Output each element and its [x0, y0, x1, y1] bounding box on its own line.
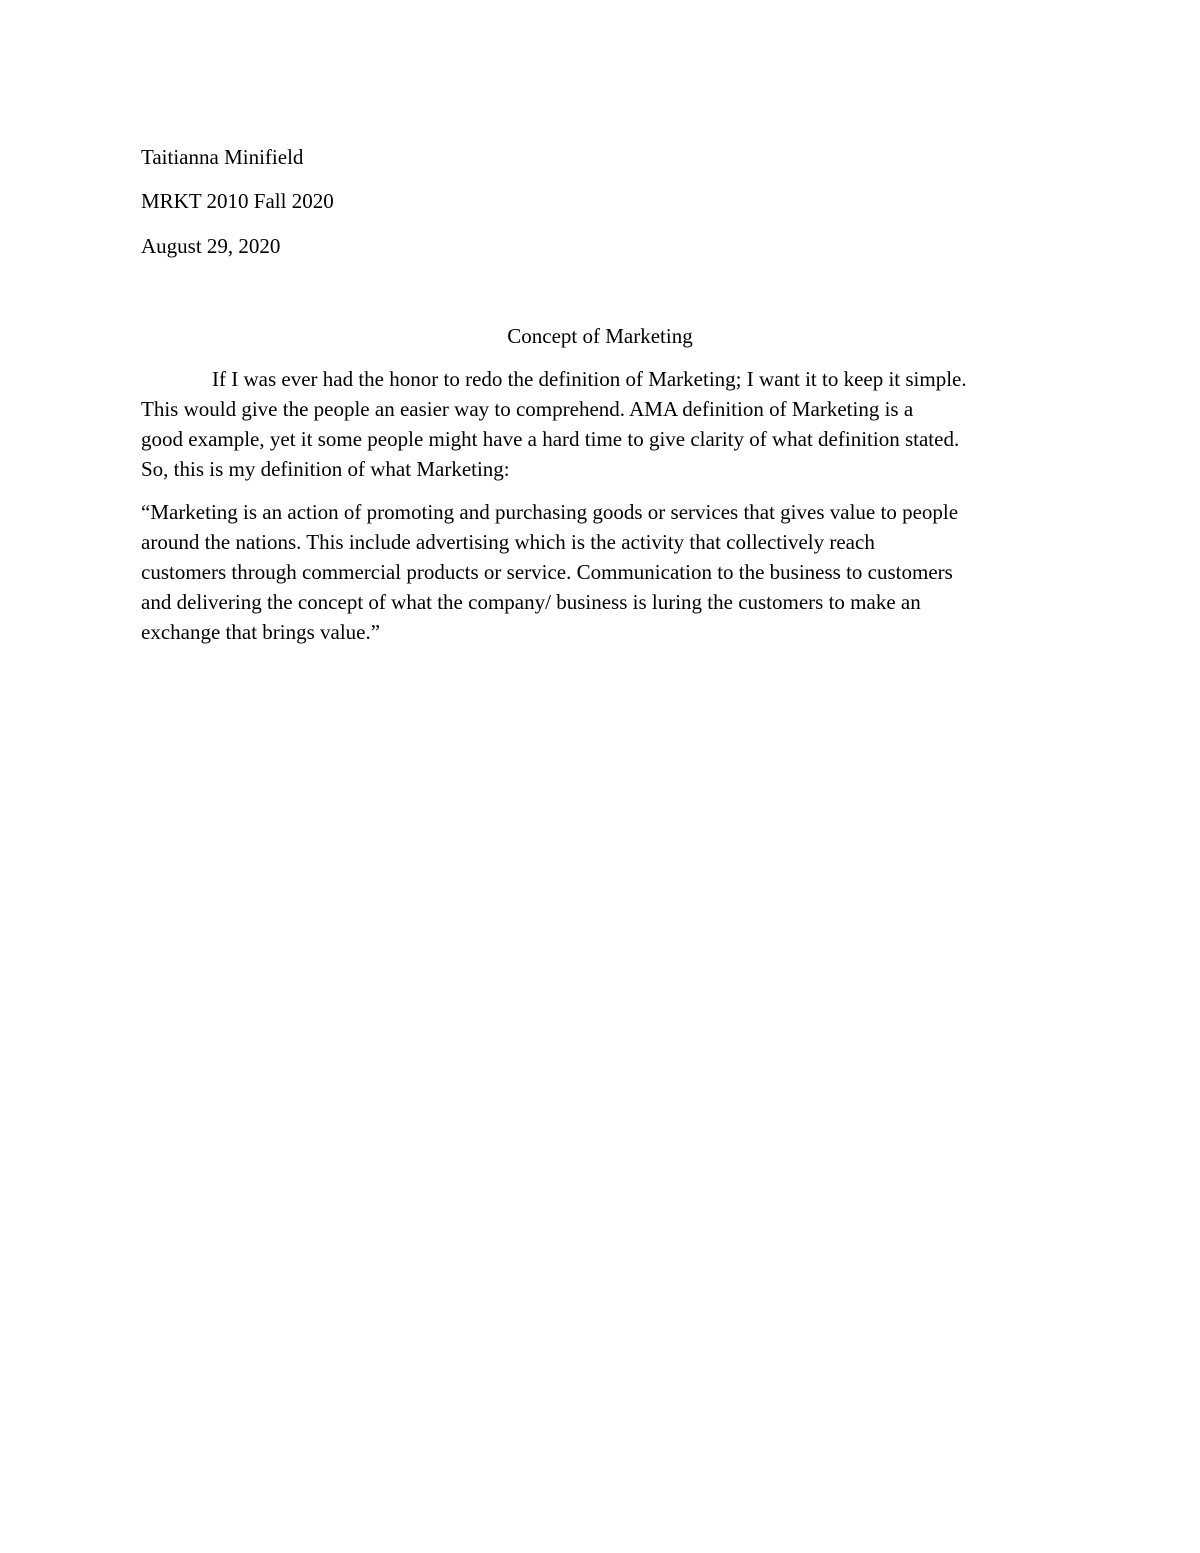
author-name: Taitianna Minifield [141, 145, 304, 169]
paragraph-line: “Marketing is an action of promoting and purchasing goods or services that gives value to people [141, 500, 959, 524]
paragraph-line: around the nations. This include advertising which is the activity that collectively reach [141, 530, 875, 554]
paragraph-line: and delivering the concept of what the company/ business is luring the customers to make an [141, 590, 921, 614]
document-title: Concept of Marketing [507, 324, 693, 348]
paragraph-line: This would give the people an easier way to comprehend. AMA definition of Marketing is a [141, 397, 914, 421]
course-name: MRKT 2010 Fall 2020 [141, 189, 334, 213]
paragraph-line: If I was ever had the honor to redo the definition of Marketing; I want it to keep it simple. [212, 367, 967, 391]
paragraph-line: So, this is my definition of what Marketing: [141, 457, 510, 481]
paragraph-line: customers through commercial products or service. Communication to the business to customers [141, 560, 953, 584]
paragraph-line: exchange that brings value.” [141, 620, 381, 644]
document-date: August 29, 2020 [141, 234, 281, 258]
paragraph-line: good example, yet it some people might have a hard time to give clarity of what definition stated. [141, 427, 960, 451]
